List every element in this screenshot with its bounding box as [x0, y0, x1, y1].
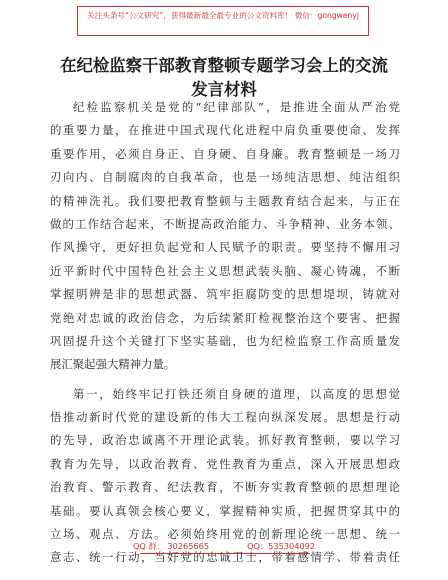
paragraph-line: 教育为先导，以政治教育、党性教育为重点，深入开展思想政: [50, 456, 400, 471]
paragraph-line: 基础。要认真领会核心要义，掌握精神实质，把握贯穿其中的: [50, 503, 400, 518]
paragraph-line: 近平新时代中国特色社会主义思想武装头脑、凝心铸魂，不断: [50, 263, 400, 278]
paragraph-line: 的先导，政治忠诚离不开理论武装。抓好教育整顿，要以学习: [50, 433, 400, 448]
paragraph-line: 展汇聚起强大精神力量。: [50, 357, 176, 372]
paragraph-line: 意志、统一行动，当好党的忠诚卫士，带着感情学、带着责任: [50, 550, 400, 565]
footer-qq-group: QQ 群： 30265665: [132, 541, 210, 551]
title-line-2: 发言材料: [191, 80, 257, 99]
paragraph-line: 的重要力量，在推进中国式现代化进程中肩负重要使命、发挥: [50, 123, 400, 138]
paragraph-line: 治教育、警示教育、纪法教育，不断夯实教育整顿的思想理论: [50, 480, 400, 495]
promo-banner: [77, 6, 369, 36]
paragraph-line: 重要作用，必须自身正、自身硬、自身廉。教育整顿是一场刀: [50, 146, 400, 161]
paragraph-line: 悟推动新时代党的建设新的伟大工程向纵深发展。思想是行动: [50, 410, 400, 425]
paragraph-line: 掌握明辨是非的思想武器、筑牢拒腐防变的思想堤坝，铸就对: [50, 287, 400, 302]
document-body: [50, 96, 400, 576]
paragraph-line: 做的工作结合起来，不断提高政治能力、斗争精神、业务本领、: [50, 216, 400, 231]
footer-underline: [140, 553, 310, 554]
paragraph-1: [50, 96, 400, 377]
paragraph-line: 的精神洗礼。我们要把教育整顿与主题教育结合起来，与正在: [50, 193, 400, 208]
document-title: [40, 54, 408, 102]
paragraph-line: 作风操守，更好担负起党和人民赋予的职责。要坚持不懈用习: [50, 240, 400, 255]
title-line-1: 在纪检监察干部教育整顿专题学习会上的交流: [60, 56, 388, 75]
page-footer: [0, 541, 448, 552]
promo-banner-text: 关注头条号“公文研究”，获得最新最全最专业的公文资料库！ 微信：gongwenyj: [87, 11, 359, 20]
paragraph-line: 第一，始终牢记打铁还须自身硬的道理，以高度的思想觉: [73, 386, 400, 401]
paragraph-line: 纪检监察机关是党的“纪律部队”，是推进全面从严治党: [73, 100, 400, 114]
footer-qq: QQ：535304092: [247, 541, 316, 551]
paragraph-line: 党绝对忠诚的政治信念，为后续紧盯检视整治这个要害、把握: [50, 310, 400, 325]
paragraph-line: 巩固提升这个关键打下坚实基础，也为纪检监察工作高质量发: [50, 333, 400, 348]
paragraph-line: 刃向内、自制腐肉的自我革命，也是一场纯洁思想、纯洁组织: [50, 170, 400, 185]
paragraph-line: 立场、观点、方法。必须始终用党的创新理论统一思想、统一: [50, 527, 400, 542]
